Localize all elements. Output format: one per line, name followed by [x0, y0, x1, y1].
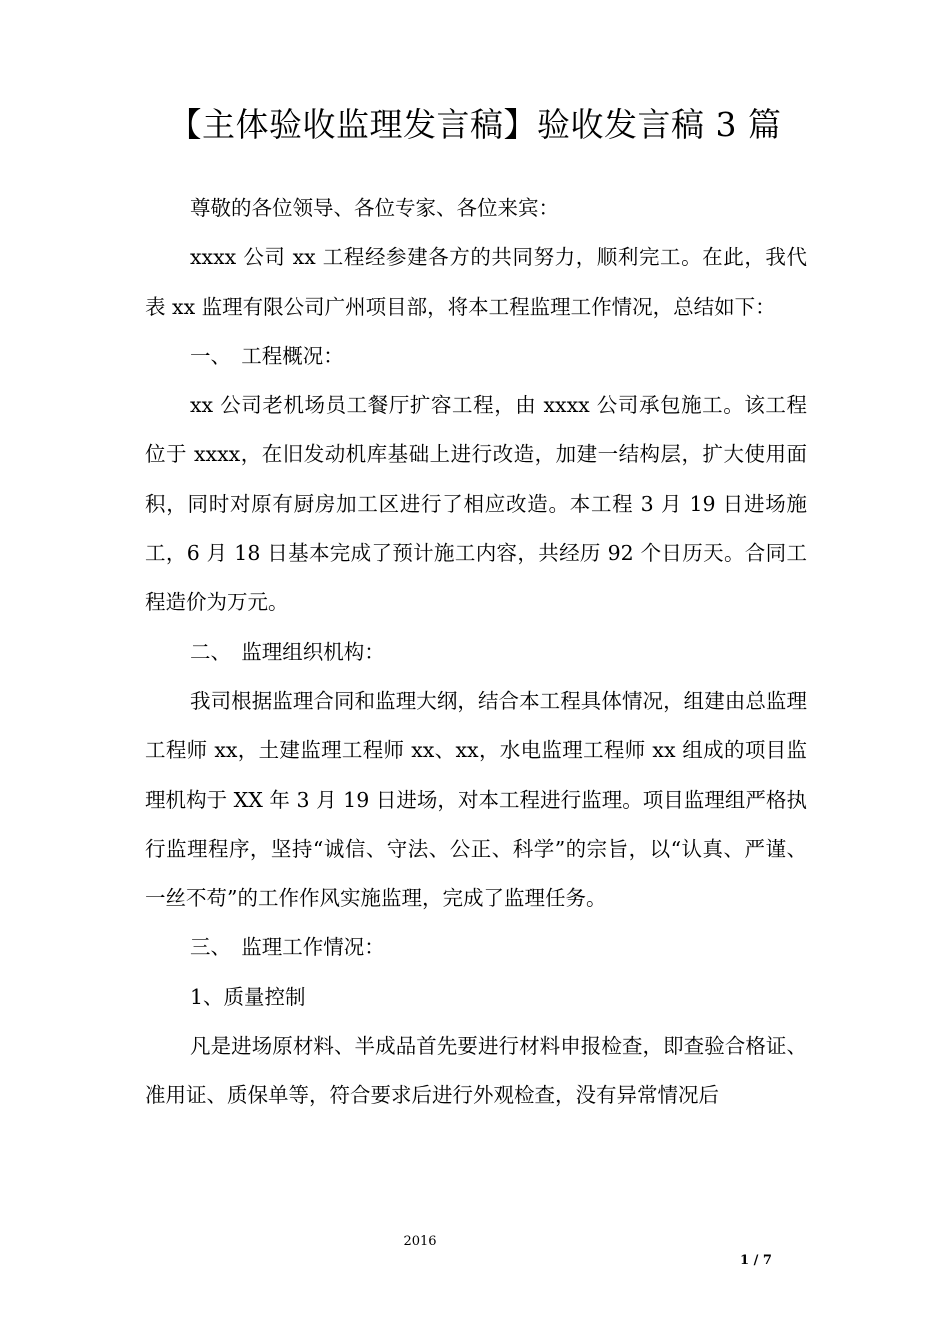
page-title: 【主体验收监理发言稿】验收发言稿 3 篇	[168, 105, 782, 144]
subheading-quality-control: 1、质量控制	[190, 984, 306, 1009]
quality-control-paragraph: 凡是进场原材料、半成品首先要进行材料申报检查，即查验合格证、准用证、质保单等，符合要求后进行外观检查，没有异常情况后	[145, 1034, 807, 1108]
page-number: 1 / 7	[740, 1253, 772, 1268]
salutation-paragraph: 尊敬的各位领导、各位专家、各位来宾：	[190, 196, 559, 220]
section-heading-organization: 二、 监理组织机构：	[190, 639, 385, 664]
document-body	[145, 184, 807, 1121]
section-heading-work: 三、 监理工作情况：	[190, 935, 385, 960]
footer-year: 2016	[403, 1234, 437, 1249]
overview-paragraph: xx 公司老机场员工餐厅扩容工程，由 xxxx 公司承包施工。该工程位于 xxxx，在旧发动机库基础上进行改造，加建一结构层，扩大使用面积，同时对原有厨房加工区进行了相应改造。本工程 3 月 19 日进场施工，6 月 18 日基本完成了预计施工内容，共经历 92 个日历天。合同工程造价为万元。	[145, 393, 807, 615]
organization-paragraph: 我司根据监理合同和监理大纲，结合本工程具体情况，组建由总监理工程师 xx，土建监理工程师 xx、xx，水电监理工程师 xx 组成的项目监理机构于 XX 年 3 月 19 日进场，对本工程进行监理。项目监理组严格执行监理程序，坚持“诚信、守法、公正、科学”的宗旨，以“认真、严谨、一丝不苟”的工作作风实施监理，完成了监理任务。	[145, 688, 807, 911]
intro-paragraph: xxxx 公司 xx 工程经参建各方的共同努力，顺利完工。在此，我代表 xx 监理有限公司广州项目部，将本工程监理工作情况，总结如下：	[145, 245, 807, 319]
section-heading-overview: 一、 工程概况：	[190, 343, 344, 368]
